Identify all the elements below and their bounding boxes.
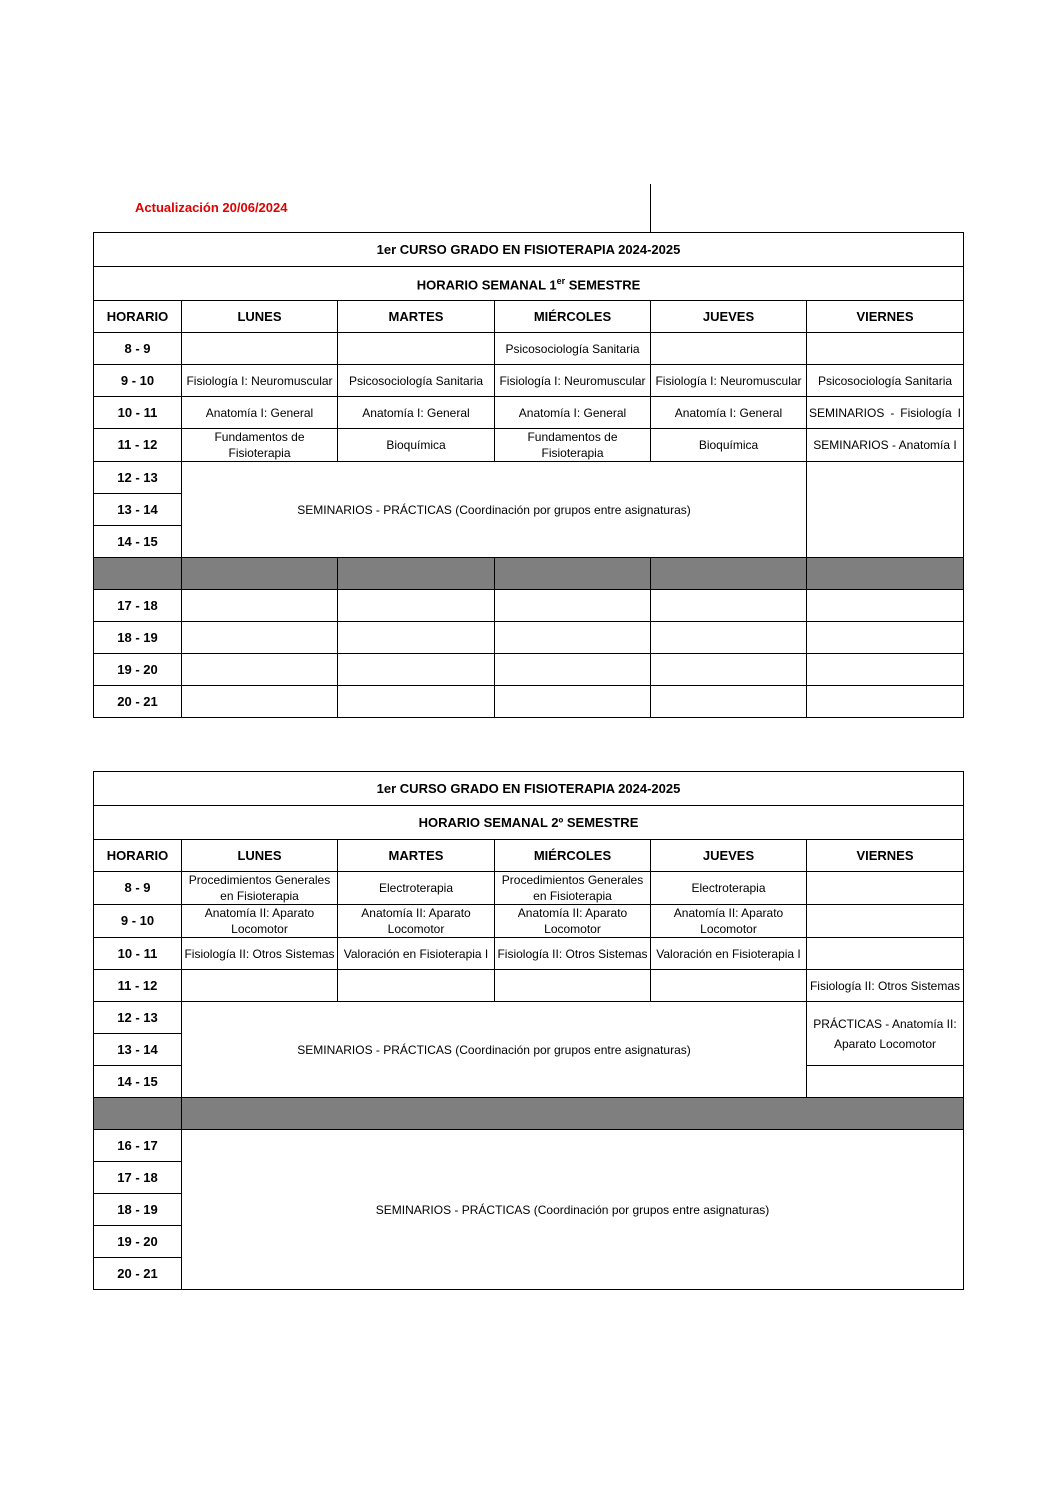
class-cell: Fisiología II: Otros Sistemas [182,938,338,970]
table-row [94,622,964,654]
col-header-viernes: VIERNES [807,840,964,872]
time-cell: 13 - 14 [94,494,182,526]
class-cell [807,686,964,718]
class-cell: Anatomía II: Aparato Locomotor [182,905,338,938]
time-cell: 10 - 11 [94,397,182,429]
break-cell [495,558,651,590]
class-cell [807,622,964,654]
time-cell: 12 - 13 [94,1002,182,1034]
table-row [94,462,964,494]
class-cell: Valoración en Fisioterapia I [651,938,807,970]
class-cell: Fisiología II: Otros Sistemas [495,938,651,970]
break-cell [94,1098,182,1130]
time-cell: 16 - 17 [94,1130,182,1162]
time-cell: 13 - 14 [94,1034,182,1066]
class-cell [807,462,964,558]
time-cell: 14 - 15 [94,526,182,558]
class-cell [807,333,964,365]
class-cell [495,590,651,622]
class-cell [338,654,495,686]
col-header-lunes: LUNES [182,840,338,872]
class-cell [182,686,338,718]
header-row [94,301,964,333]
class-cell: Fundamentos de Fisioterapia [182,429,338,462]
table-row [94,590,964,622]
class-cell [651,970,807,1002]
col-header-martes: MARTES [338,301,495,333]
class-cell: Anatomía I: General [495,397,651,429]
table-row [94,938,964,970]
break-cell [651,558,807,590]
class-cell [807,654,964,686]
class-cell [807,872,964,905]
schedule-table-semester-1 [93,232,964,718]
class-cell [651,686,807,718]
class-cell: Anatomía II: Aparato Locomotor [338,905,495,938]
class-cell [338,622,495,654]
class-cell [651,590,807,622]
class-cell [182,333,338,365]
time-cell: 17 - 18 [94,590,182,622]
class-cell: Bioquímica [651,429,807,462]
class-cell: Bioquímica [338,429,495,462]
class-cell: Fisiología I: Neuromuscular [651,365,807,397]
time-cell: 10 - 11 [94,938,182,970]
col-header-horario: HORARIO [94,840,182,872]
schedule-table-semester-2 [93,771,964,1290]
class-cell [182,654,338,686]
divider-line [650,184,651,232]
class-cell [495,970,651,1002]
class-cell [338,970,495,1002]
class-cell: Anatomía I: General [338,397,495,429]
class-cell: Anatomía I: General [182,397,338,429]
class-cell: Fisiología I: Neuromuscular [182,365,338,397]
col-header-martes: MARTES [338,840,495,872]
class-cell: Psicosociología Sanitaria [495,333,651,365]
class-cell: SEMINARIOS - Fisiología I [807,397,964,429]
time-cell: 17 - 18 [94,1162,182,1194]
time-cell: 11 - 12 [94,429,182,462]
col-header-miercoles: MIÉRCOLES [495,840,651,872]
break-row [94,558,964,590]
class-cell [495,654,651,686]
class-cell: Fisiología I: Neuromuscular [495,365,651,397]
col-header-horario: HORARIO [94,301,182,333]
table-row [94,686,964,718]
update-date-label: Actualización 20/06/2024 [135,200,288,215]
class-cell [651,333,807,365]
class-cell [338,686,495,718]
class-cell: Anatomía II: Aparato Locomotor [651,905,807,938]
class-cell: Electroterapia [338,872,495,905]
class-cell [807,590,964,622]
seminarios-block: SEMINARIOS - PRÁCTICAS (Coordinación por grupos entre asignaturas) [182,462,807,558]
class-cell [807,905,964,938]
time-cell: 8 - 9 [94,333,182,365]
table-row [94,905,964,938]
table-row [94,1130,964,1162]
col-header-miercoles: MIÉRCOLES [495,301,651,333]
break-row [94,1098,964,1130]
time-cell: 19 - 20 [94,654,182,686]
table-row [94,872,964,905]
table-row [94,429,964,462]
class-cell [495,686,651,718]
table-subtitle: HORARIO SEMANAL 2º SEMESTRE [94,806,964,840]
seminarios-block: SEMINARIOS - PRÁCTICAS (Coordinación por grupos entre asignaturas) [182,1002,807,1098]
seminarios-afternoon-block: SEMINARIOS - PRÁCTICAS (Coordinación por grupos entre asignaturas) [182,1130,964,1290]
class-cell: SEMINARIOS - Anatomía I [807,429,964,462]
header-row [94,840,964,872]
table-subtitle: HORARIO SEMANAL 1er SEMESTRE [94,267,964,301]
class-cell [182,590,338,622]
class-cell [338,590,495,622]
class-cell [651,654,807,686]
time-cell: 14 - 15 [94,1066,182,1098]
break-cell [182,1098,964,1130]
class-cell [182,622,338,654]
class-cell: Fisiología II: Otros Sistemas [807,970,964,1002]
break-cell [807,558,964,590]
time-cell: 9 - 10 [94,365,182,397]
table-row [94,333,964,365]
class-cell: Procedimientos Generales en Fisioterapia [182,872,338,905]
break-cell [182,558,338,590]
table-title: 1er CURSO GRADO EN FISIOTERAPIA 2024-2025 [94,772,964,806]
time-cell: 18 - 19 [94,622,182,654]
table-row [94,397,964,429]
time-cell: 11 - 12 [94,970,182,1002]
time-cell: 19 - 20 [94,1226,182,1258]
class-cell [807,1066,964,1098]
time-cell: 12 - 13 [94,462,182,494]
class-cell: Psicosociología Sanitaria [338,365,495,397]
class-cell: Anatomía I: General [651,397,807,429]
table-row [94,654,964,686]
class-cell [807,938,964,970]
time-cell: 20 - 21 [94,1258,182,1290]
col-header-lunes: LUNES [182,301,338,333]
practicas-cell: PRÁCTICAS - Anatomía II: Aparato Locomotor [807,1002,964,1066]
class-cell: Procedimientos Generales en Fisioterapia [495,872,651,905]
table-row [94,1002,964,1034]
class-cell [651,622,807,654]
class-cell: Anatomía II: Aparato Locomotor [495,905,651,938]
class-cell: Fundamentos de Fisioterapia [495,429,651,462]
class-cell: Electroterapia [651,872,807,905]
table-title: 1er CURSO GRADO EN FISIOTERAPIA 2024-2025 [94,233,964,267]
class-cell: Valoración en Fisioterapia I [338,938,495,970]
table-row [94,970,964,1002]
time-cell: 20 - 21 [94,686,182,718]
col-header-jueves: JUEVES [651,840,807,872]
col-header-viernes: VIERNES [807,301,964,333]
break-cell [338,558,495,590]
class-cell [495,622,651,654]
col-header-jueves: JUEVES [651,301,807,333]
time-cell: 9 - 10 [94,905,182,938]
time-cell: 8 - 9 [94,872,182,905]
class-cell: Psicosociología Sanitaria [807,365,964,397]
break-cell [94,558,182,590]
table-row [94,365,964,397]
class-cell [338,333,495,365]
time-cell: 18 - 19 [94,1194,182,1226]
class-cell [182,970,338,1002]
